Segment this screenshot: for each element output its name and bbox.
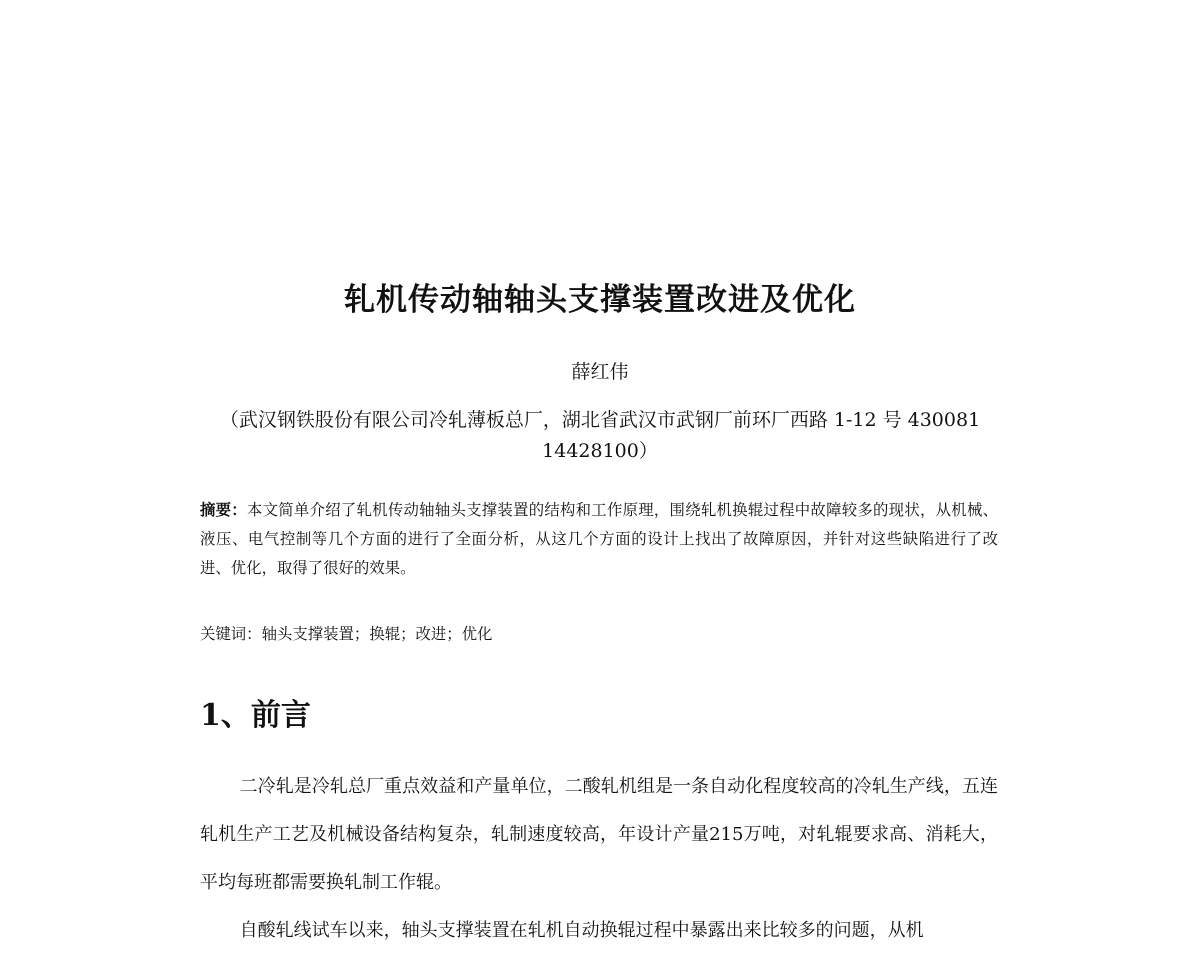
body-text <box>200 763 998 955</box>
keywords-label: 关键词： <box>200 625 262 643</box>
paper-title: 轧机传动轴轴头支撑装置改进及优化 <box>344 282 856 318</box>
keywords <box>200 620 998 648</box>
abstract <box>200 496 998 583</box>
paragraph-2: 自酸轧线试车以来，轴头支撑装置在轧机自动换辊过程中暴露出来比较多的问题，从机 <box>239 920 924 941</box>
keywords-text: 轴头支撑装置；换辊；改进；优化 <box>261 625 493 643</box>
section-heading-introduction: 1、前言 <box>200 698 311 733</box>
abstract-text: 本文简单介绍了轧机传动轴轴头支撑装置的结构和工作原理，围绕轧机换辊过程中故障较多的现状，从机械、液压、电气控制等几个方面的进行了全面分析，从这几个方面的设计上找出了故障原因，并针对这些缺陷进行了改进、优化，取得了很好的效果。 <box>200 501 998 577</box>
abstract-label: 摘要： <box>200 501 247 519</box>
author-affiliation: （武汉钢铁股份有限公司冷轧薄板总厂，湖北省武汉市武钢厂前环厂西路 1-12 号 430081 14428100） <box>219 409 981 462</box>
paragraph-1: 二冷轧是冷轧总厂重点效益和产量单位，二酸轧机组是一条自动化程度较高的冷轧生产线，五连轧机生产工艺及机械设备结构复杂，轧制速度较高，年设计产量215万吨，对轧辊要求高、消耗大，平均每班都需要换轧制工作辊。 <box>200 776 998 893</box>
author-name: 薛红伟 <box>571 361 629 383</box>
